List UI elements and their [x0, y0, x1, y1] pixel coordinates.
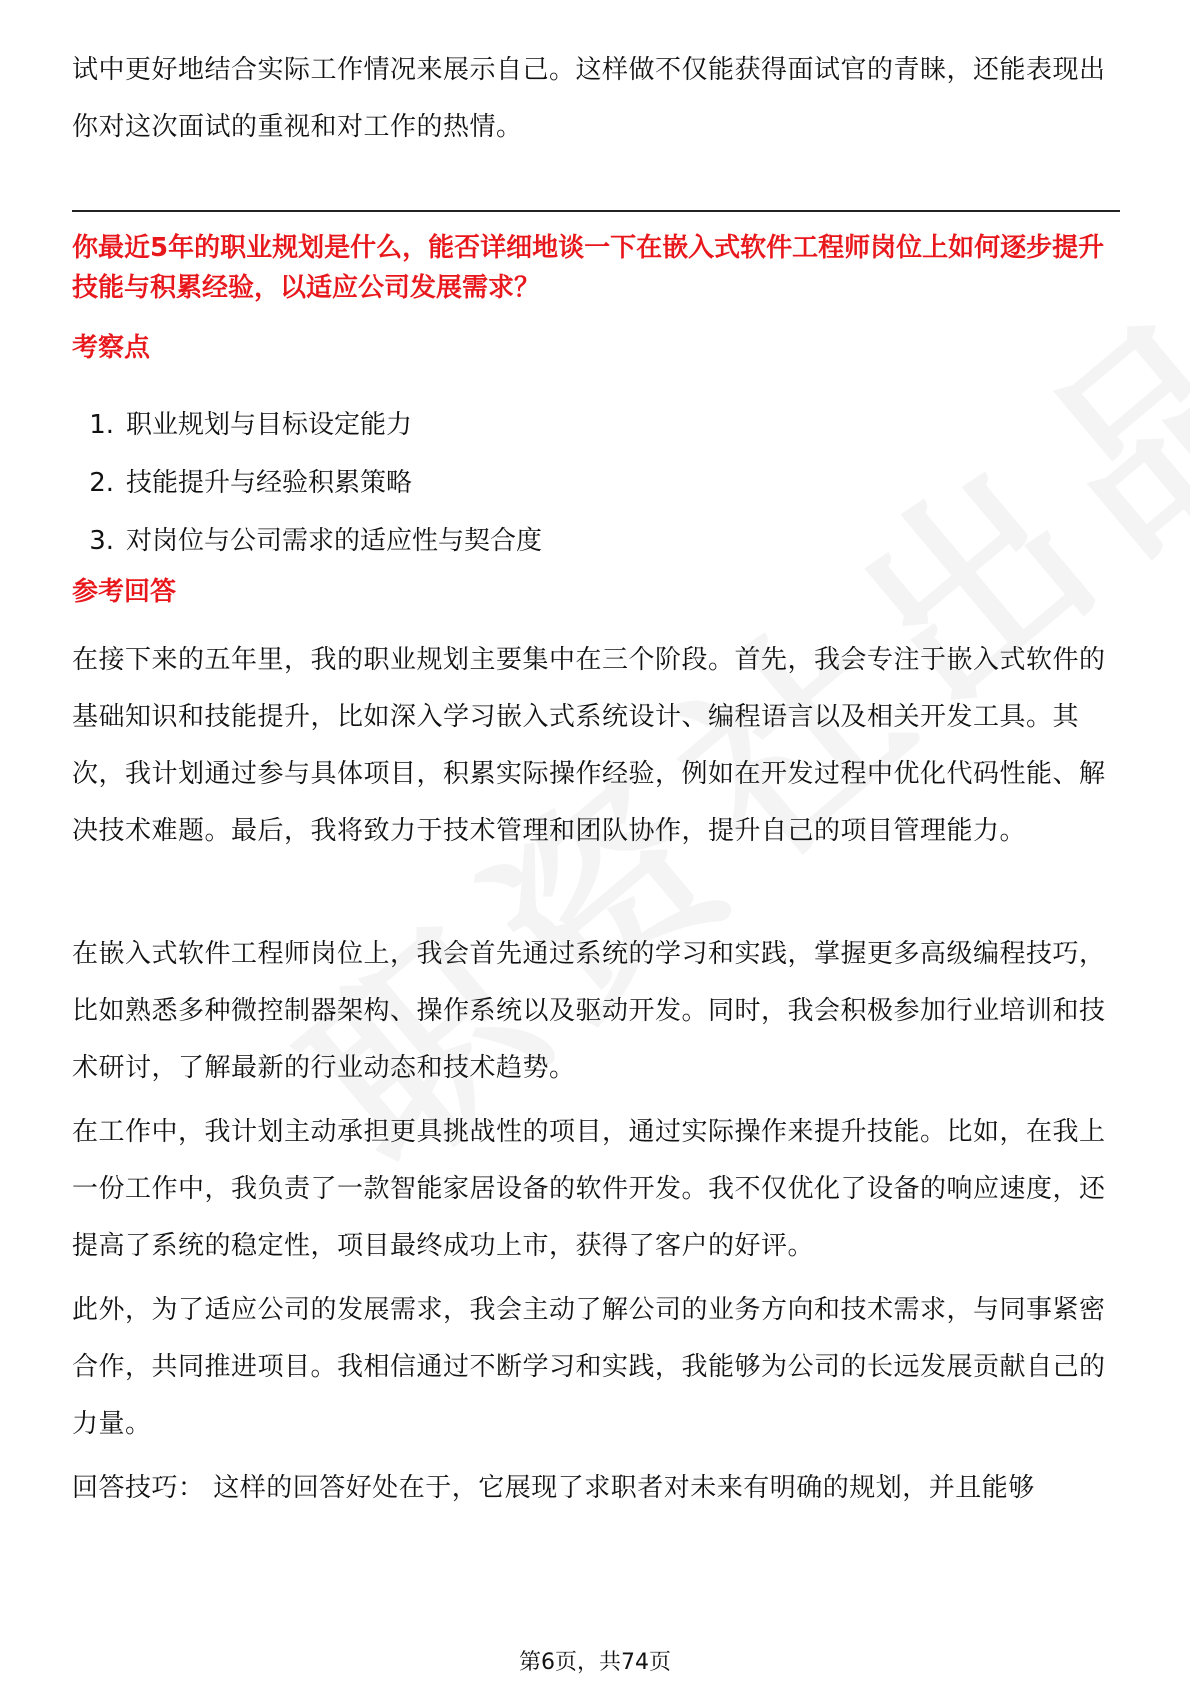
intro-paragraph: 试中更好地结合实际工作情况来展示自己。这样做不仅能获得面试官的青睐，还能表现出你对这次面试的重视和对工作的热情。	[72, 55, 1106, 142]
list-text: 对岗位与公司需求的适应性与契合度	[126, 526, 543, 556]
answer-paragraph: 此外，为了适应公司的发展需求，我会主动了解公司的业务方向和技术需求，与同事紧密合作，共同推进项目。我相信通过不断学习和实践，我能够为公司的长远发展贡献自己的力量。	[72, 1295, 1106, 1439]
exam-points-heading: 考察点	[72, 333, 151, 363]
page-footer: 第6页，共74页	[519, 1650, 671, 1675]
list-item	[72, 512, 542, 570]
tips-paragraph: 回答技巧： 这样的回答好处在于，它展现了求职者对未来有明确的规划，并且能够	[72, 1473, 1035, 1503]
list-item	[72, 396, 542, 454]
list-text: 技能提升与经验积累策略	[126, 468, 413, 498]
reference-answer-heading: 参考回答	[72, 577, 177, 607]
list-item	[72, 454, 542, 512]
answer-paragraph: 在嵌入式软件工程师岗位上，我会首先通过系统的学习和实践，掌握更多高级编程技巧，比如熟悉多种微控制器架构、操作系统以及驱动开发。同时，我会积极参加行业培训和技术研讨，了解最新的行业动态和技术趋势。	[72, 939, 1106, 1083]
exam-points-list	[72, 396, 542, 570]
list-number: 3.	[89, 526, 114, 556]
section-divider	[72, 210, 1120, 212]
list-text: 职业规划与目标设定能力	[126, 410, 413, 440]
question-heading: 你最近5年的职业规划是什么，能否详细地谈一下在嵌入式软件工程师岗位上如何逐步提升技能与积累经验，以适应公司发展需求？	[72, 233, 1105, 303]
list-number: 2.	[89, 468, 114, 498]
answer-paragraph: 在工作中，我计划主动承担更具挑战性的项目，通过实际操作来提升技能。比如，在我上一份工作中，我负责了一款智能家居设备的软件开发。我不仅优化了设备的响应速度，还提高了系统的稳定性，项目最终成功上市，获得了客户的好评。	[72, 1117, 1106, 1261]
list-number: 1.	[89, 410, 114, 440]
answer-paragraph: 在接下来的五年里，我的职业规划主要集中在三个阶段。首先，我会专注于嵌入式软件的基础知识和技能提升，比如深入学习嵌入式系统设计、编程语言以及相关开发工具。其次，我计划通过参与具体项目，积累实际操作经验，例如在开发过程中优化代码性能、解决技术难题。最后，我将致力于技术管理和团队协作，提升自己的项目管理能力。	[72, 645, 1106, 846]
